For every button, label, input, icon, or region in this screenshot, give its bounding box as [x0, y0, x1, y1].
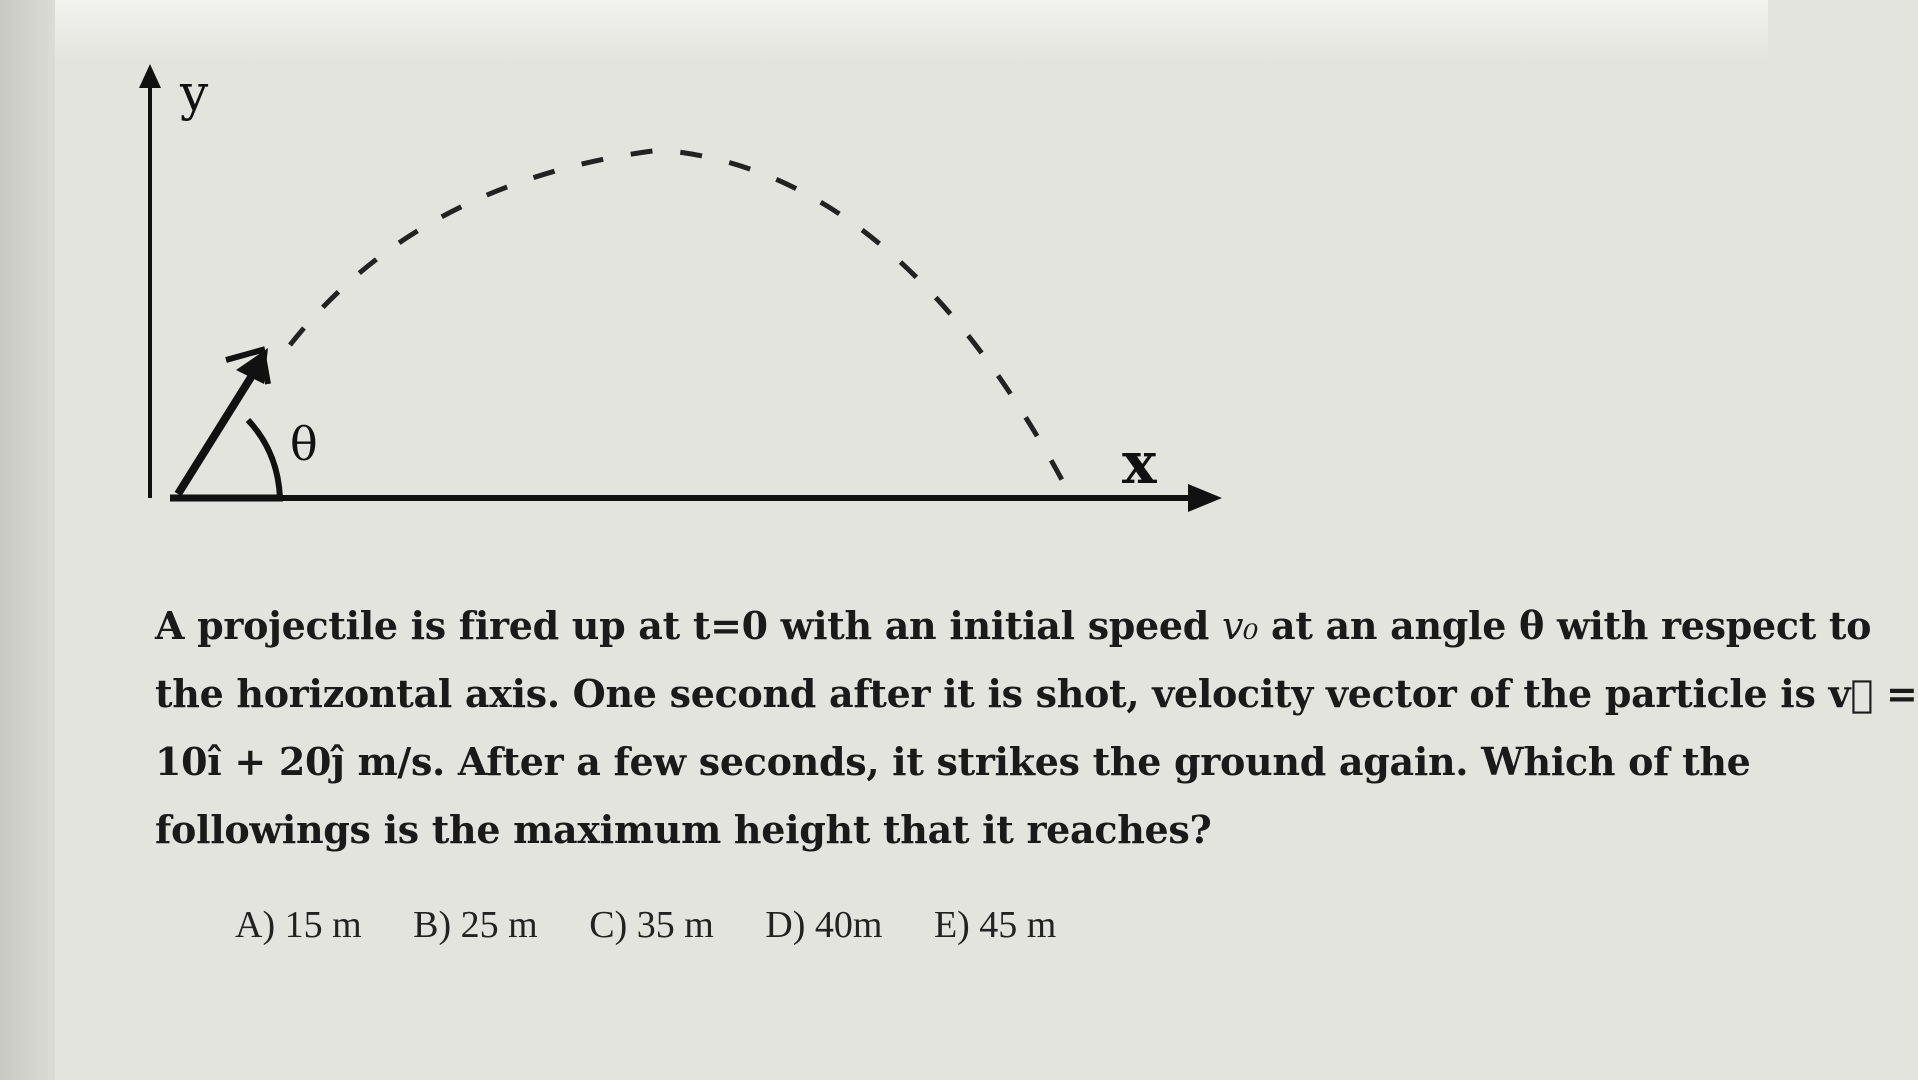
- answer-option-d[interactable]: D) 40m: [765, 904, 883, 946]
- question-text: [155, 592, 1918, 864]
- projectile-diagram: [0, 0, 1768, 560]
- answer-choices: [235, 903, 1056, 947]
- question-line-2: the horizontal axis. One second after it is shot, velocity vector of the particle is v⃗ =: [155, 671, 1918, 716]
- answer-option-b[interactable]: B) 25 m: [413, 904, 538, 946]
- y-axis-arrowhead: [139, 64, 161, 88]
- x-axis-label: x: [1122, 429, 1157, 497]
- question-line-1-start: A projectile is fired up at t=0 with an initial speed: [155, 603, 1223, 648]
- initial-speed-symbol: v₀: [1222, 604, 1259, 648]
- angle-arc: [248, 420, 280, 498]
- question-line-3: 10î + 20ĵ m/s. After a few seconds, it strikes the ground again. Which of the: [155, 739, 1751, 784]
- answer-option-a[interactable]: A) 15 m: [235, 904, 362, 946]
- y-axis-label: y: [180, 64, 209, 122]
- answer-option-e[interactable]: E) 45 m: [933, 904, 1057, 946]
- answer-option-c[interactable]: C) 35 m: [589, 904, 714, 946]
- initial-velocity-arrow: [178, 366, 258, 494]
- question-line-1: [155, 592, 1872, 660]
- x-axis-arrowhead: [1188, 484, 1222, 512]
- question-line-4: followings is the maximum height that it reaches?: [155, 807, 1212, 852]
- angle-label: θ: [290, 417, 318, 471]
- trajectory-path: [290, 150, 1070, 495]
- question-line-1-end: at an angle θ with respect to: [1258, 603, 1872, 648]
